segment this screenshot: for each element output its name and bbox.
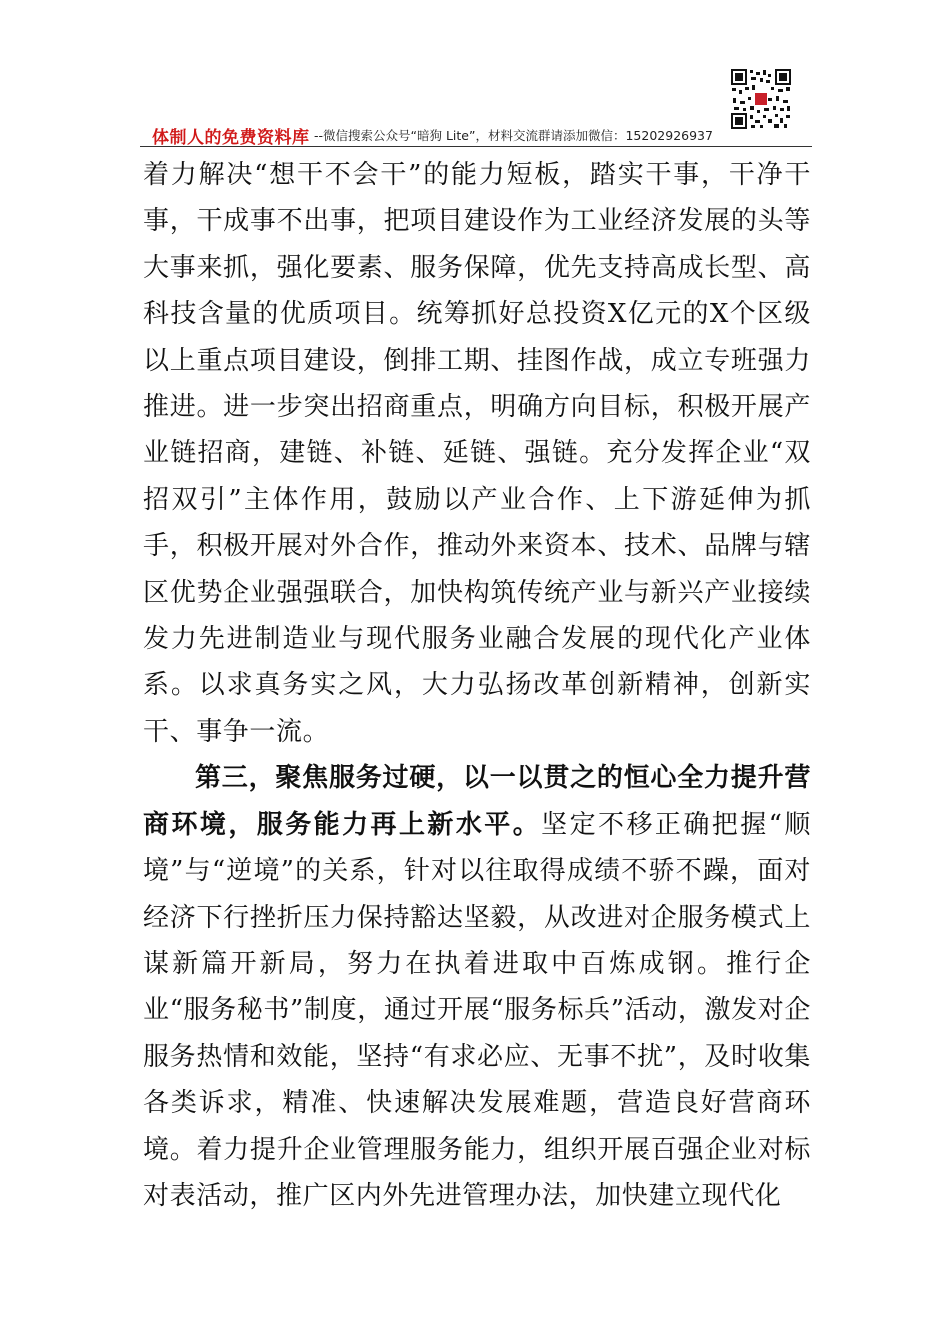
- header-divider: [140, 146, 812, 147]
- document-body: [143, 152, 811, 1219]
- document-header: [140, 118, 812, 148]
- paragraph-2-text: 坚定不移正确把握“顺境”与“逆境”的关系，针对以往取得成绩不骄不躁，面对经济下行挫折压力保持豁达坚毅，从改进对企服务模式上谋新篇开新局，努力在执着进取中百炼成钢。推行企业“服务秘书”制度，通过开展“服务标兵”活动，激发对企服务热情和效能，坚持“有求必应、无事不扰”，及时收集各类诉求，精准、快速解决发展难题，营造良好营商环境。着力提升企业管理服务能力，组织开展百强企业对标对表活动，推广区内外先进管理办法，加快建立现代化: [143, 809, 811, 1211]
- paragraph-1: 着力解决“想干不会干”的能力短板，踏实干事，干净干事，干成事不出事，把项目建设作为工业经济发展的头等大事来抓，强化要素、服务保障，优先支持高成长型、高科技含量的优质项目。统筹抓好总投资X亿元的X个区级以上重点项目建设，倒排工期、挂图作战，成立专班强力推进。进一步突出招商重点，明确方向目标，积极开展产业链招商，建链、补链、延链、强链。充分发挥企业“双招双引”主体作用，鼓励以产业合作、上下游延伸为抓手，积极开展对外合作，推动外来资本、技术、品牌与辖区优势企业强强联合，加快构筑传统产业与新兴产业接续发力先进制造业与现代服务业融合发展的现代化产业体系。以求真务实之风，大力弘扬改革创新精神，创新实干、事争一流。: [143, 160, 811, 747]
- paragraph-2: [143, 755, 811, 1219]
- header-note: --微信搜索公众号“暗狗 Lite”，材料交流群请添加微信：15202926937: [314, 128, 713, 143]
- header-brand: 体制人的免费资料库: [152, 128, 310, 148]
- paragraph-2-heading: 第三，聚焦服务过硬，以一以贯之的恒心全力提升营商环境，服务能力再上新水平。: [143, 763, 811, 840]
